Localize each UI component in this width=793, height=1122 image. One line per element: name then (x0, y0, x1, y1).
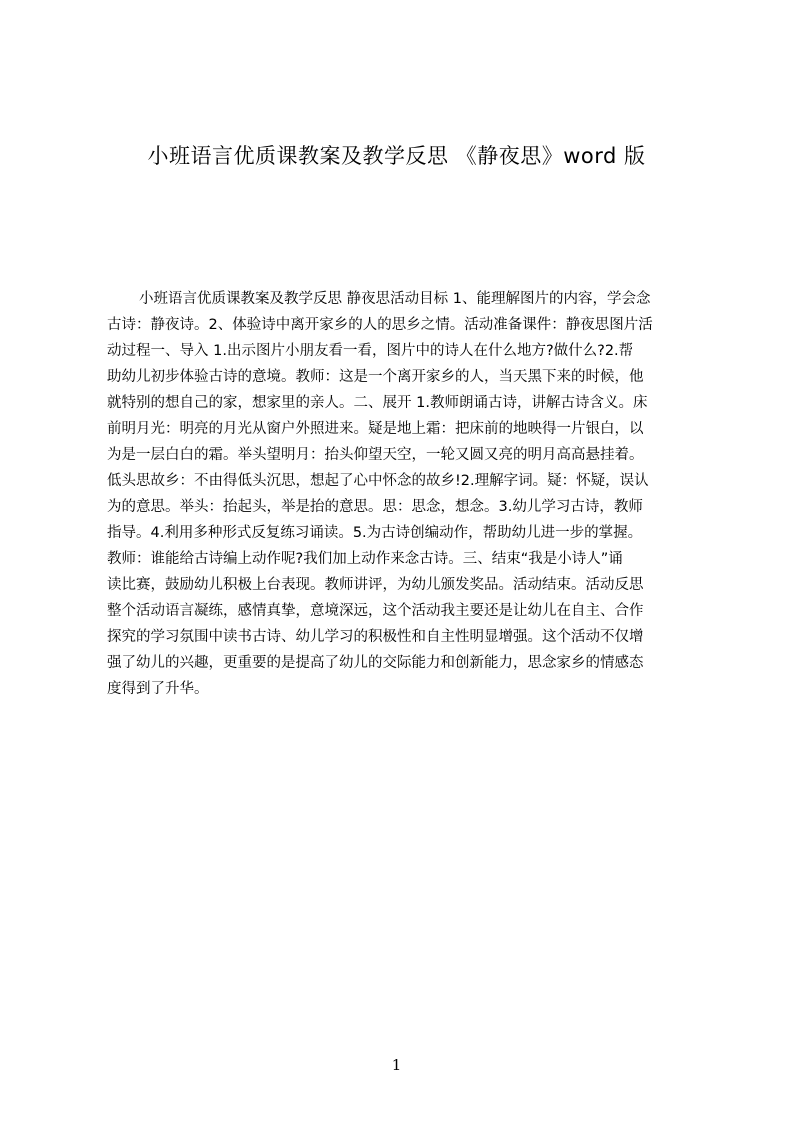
document-title: 小班语言优质课教案及教学反思 《静夜思》word 版 (147, 144, 646, 168)
body-line: 低头思故乡：不由得低头沉思，想起了心中怀念的故乡!2.理解字词。疑：怀疑，误认 (107, 473, 649, 489)
page-number: 1 (391, 1056, 402, 1074)
body-line: 整个活动语言凝练，感情真挚，意境深远，这个活动我主要还是让幼儿在自主、合作 (107, 603, 644, 619)
body-line: 助幼儿初步体验古诗的意境。教师：这是一个离开家乡的人，当天黑下来的时候，他 (107, 369, 644, 385)
body-line: 强了幼儿的兴趣，更重要的是提高了幼儿的交际能力和创新能力，思念家乡的情感态 (107, 655, 644, 671)
body-line: 为是一层白白的霜。举头望明月：抬头仰望天空，一轮又圆又亮的明月高高悬挂着。 (107, 447, 644, 463)
body-line: 小班语言优质课教案及教学反思 静夜思活动目标 1、能理解图片的内容，学会念 (139, 291, 651, 307)
body-line: 读比赛，鼓励幼儿积极上台表现。教师讲评，为幼儿颁发奖品。活动结束。活动反思 (107, 577, 644, 593)
body-line: 古诗：静夜诗。2、体验诗中离开家乡的人的思乡之情。活动准备课件：静夜思图片活 (107, 317, 653, 333)
body-line: 探究的学习氛围中读书古诗、幼儿学习的积极性和自主性明显增强。这个活动不仅增 (107, 629, 644, 645)
body-line: 为的意思。举头：抬起头，举是抬的意思。思：思念，想念。3.幼儿学习古诗，教师 (107, 499, 643, 515)
body-line: 指导。4.利用多种形式反复练习诵读。5.为古诗创编动作，帮助幼儿进一步的掌握。 (107, 525, 643, 541)
body-line: 就特别的想自己的家，想家里的亲人。二、展开 1.教师朗诵古诗，讲解古诗含义。床 (107, 395, 648, 411)
body-line: 动过程一、导入 1.出示图片小朋友看一看，图片中的诗人在什么地方?做什么?2.帮 (107, 343, 634, 359)
body-line: 教师：谁能给古诗编上动作呢?我们加上动作来念古诗。三、结束“我是小诗人”诵 (107, 551, 623, 567)
body-line: 度得到了升华。 (107, 681, 209, 697)
body-line: 前明月光：明亮的月光从窗户外照进来。疑是地上霜：把床前的地映得一片银白，以 (107, 421, 644, 437)
body-paragraph (107, 286, 697, 702)
